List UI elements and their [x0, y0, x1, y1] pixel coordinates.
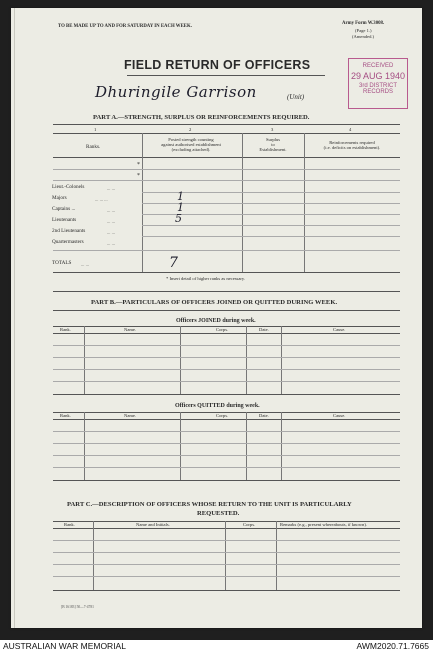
totals-label: TOTALS [52, 260, 72, 266]
quitted-col-rank: Rank. [60, 413, 71, 418]
page-title: FIELD RETURN OF OFFICERS [124, 58, 311, 72]
rank-dots-lt-col: ... ... [107, 186, 116, 191]
joined-col-rank: Rank. [60, 327, 71, 332]
col-number-2: 2 [189, 127, 192, 132]
surplus-line1: Surplus [265, 137, 281, 142]
form-id: Army Form W.3008. [342, 21, 385, 26]
rank-rule-6 [53, 250, 400, 251]
col-header-ranks: Ranks. [86, 144, 101, 150]
stamp-line4: RECORDS [362, 89, 393, 95]
rank-label-quartermasters: Quartermasters [52, 239, 84, 245]
part-c-col-line-1 [93, 521, 94, 590]
col-number-4: 4 [349, 127, 352, 132]
quitted-col-line-4 [281, 412, 282, 480]
quitted-col-line-3 [246, 412, 247, 480]
part-b-top-rule [53, 291, 400, 292]
part-a-bottom-rule [53, 272, 400, 273]
part-c-heading-line2: REQUESTED. [197, 510, 240, 517]
form-note: (Amended.) [352, 34, 375, 39]
quitted-col-line-2 [180, 412, 181, 480]
part-a-header-rule [53, 157, 400, 158]
part-c-row-1 [53, 540, 400, 541]
joined-header-rule [53, 333, 400, 334]
paper-edge [14, 8, 15, 628]
posted-line2: against authorised establishment [161, 142, 221, 148]
quitted-row-1 [53, 431, 400, 432]
quitted-heading: Officers QUITTED during week. [175, 403, 260, 409]
part-c-col-name: Name and Initials. [136, 522, 170, 527]
star-row-rule-2 [53, 180, 400, 181]
print-code: [B 16183] 50—7-4781 [61, 605, 94, 609]
posted-line3: (excluding attached). [171, 147, 211, 153]
totals-dots: ... ... [81, 262, 90, 267]
title-underline [127, 75, 325, 76]
part-b-heading-rule [53, 310, 400, 311]
joined-col-corps: Corps. [216, 327, 229, 332]
joined-col-date: Date. [259, 327, 269, 332]
reinf-line2: (i.e. deficits on establishment). [323, 145, 381, 151]
joined-col-name: Name. [124, 327, 137, 332]
stamp-line1: RECEIVED [362, 63, 394, 69]
rank-label-majors: Majors [52, 195, 67, 201]
part-c-col-line-2 [225, 521, 226, 590]
quitted-col-cause: Cause. [333, 413, 346, 418]
star-row-rule-1 [53, 169, 400, 170]
stamp-line3: 3rd DISTRICT [358, 83, 397, 89]
footer-accession: AWM2020.71.7665 [356, 641, 429, 651]
col-number-1: 1 [94, 127, 97, 132]
star-row-1: * [137, 162, 140, 168]
part-c-col-line-3 [276, 521, 277, 590]
rank-dots-captains: ... ... [107, 208, 116, 213]
quitted-col-line-1 [84, 412, 85, 480]
unit-label: (Unit) [287, 93, 305, 101]
col-header-reinforcements [304, 140, 400, 150]
part-b-heading: PART B.—PARTICULARS OF OFFICERS JOINED OR QUITTED DURING WEEK. [91, 299, 338, 306]
rank-label-lieutenants: Lieutenants [52, 217, 77, 223]
form-page: (Page 1.) [355, 28, 372, 33]
received-stamp [348, 58, 408, 109]
quitted-col-date: Date. [259, 413, 269, 418]
part-c-row-4 [53, 576, 400, 577]
totals-value: 7 [169, 255, 178, 271]
quitted-bottom-rule [53, 480, 400, 481]
part-c-row-3 [53, 564, 400, 565]
joined-col-line-2 [180, 326, 181, 394]
joined-col-line-4 [281, 326, 282, 394]
part-c-header-rule [53, 528, 400, 529]
rank-dots-majors: ... ... ... [95, 197, 108, 202]
star-row-2: * [137, 173, 140, 179]
part-c-bottom-rule [53, 590, 400, 591]
joined-row-3 [53, 369, 400, 370]
quitted-row-2 [53, 443, 400, 444]
part-c-col-rank: Rank. [64, 522, 75, 527]
joined-row-2 [53, 357, 400, 358]
rank-dots-lieutenants: ... ... [107, 219, 116, 224]
posted-lieutenants: 5 [175, 212, 182, 225]
joined-row-1 [53, 345, 400, 346]
form-instruction: TO BE MADE UP TO AND FOR SATURDAY IN EACH WEEK. [58, 24, 192, 29]
archive-footer [0, 640, 433, 653]
rank-label-lt-col: Lieut.-Colonels [52, 184, 85, 190]
part-a-footnote: * Insert detail of higher ranks as necessary. [166, 276, 246, 281]
posted-line1: Posted strength counting [168, 137, 214, 142]
posted-majors: 1 [177, 190, 184, 203]
joined-col-line-3 [246, 326, 247, 394]
part-a-heading: PART A.—STRENGTH, SURPLUS OR REINFORCEMENTS REQUIRED. [93, 114, 310, 121]
joined-col-line-1 [84, 326, 85, 394]
form-sheet [11, 8, 422, 628]
surplus-line2: to [271, 142, 275, 148]
rank-dots-2nd-lieutenants: ... ... [107, 230, 116, 235]
part-a-number-rule [53, 133, 400, 134]
quitted-col-corps: Corps. [216, 413, 229, 418]
rank-dots-quartermasters: ... ... [107, 241, 116, 246]
posted-captains: 1 [177, 201, 184, 214]
part-a-top-rule [53, 124, 400, 125]
rank-label-captains: Captains ... [52, 206, 76, 212]
part-c-col-remarks: Remarks (e.g., present whereabouts, if known). [280, 522, 368, 527]
rank-rule-4 [142, 225, 400, 226]
stamp-date: 29 AUG 1940 [350, 71, 406, 81]
col-number-3: 3 [271, 127, 274, 132]
rank-label-2nd-lieutenants: 2nd Lieutenants [52, 228, 86, 234]
col-header-posted [143, 137, 239, 152]
part-c-row-2 [53, 552, 400, 553]
surplus-line3: Establishment. [259, 147, 287, 153]
footer-institution: AUSTRALIAN WAR MEMORIAL [3, 641, 126, 651]
part-c-heading-line1: PART C.—DESCRIPTION OF OFFICERS WHOSE RETURN TO THE UNIT IS PARTICULARLY [67, 501, 352, 508]
joined-bottom-rule [53, 394, 400, 395]
rank-rule-5 [142, 236, 400, 237]
quitted-col-name: Name. [124, 413, 137, 418]
quitted-row-4 [53, 467, 400, 468]
unit-handwriting: Dhuringile Garrison [95, 83, 257, 101]
reinf-line1: Reinforcements required [329, 140, 375, 145]
part-c-col-corps: Corps. [243, 522, 256, 527]
quitted-row-3 [53, 455, 400, 456]
joined-row-4 [53, 381, 400, 382]
joined-heading: Officers JOINED during week. [176, 318, 256, 324]
joined-col-cause: Cause. [333, 327, 346, 332]
quitted-header-rule [53, 419, 400, 420]
col-header-surplus [242, 137, 304, 152]
